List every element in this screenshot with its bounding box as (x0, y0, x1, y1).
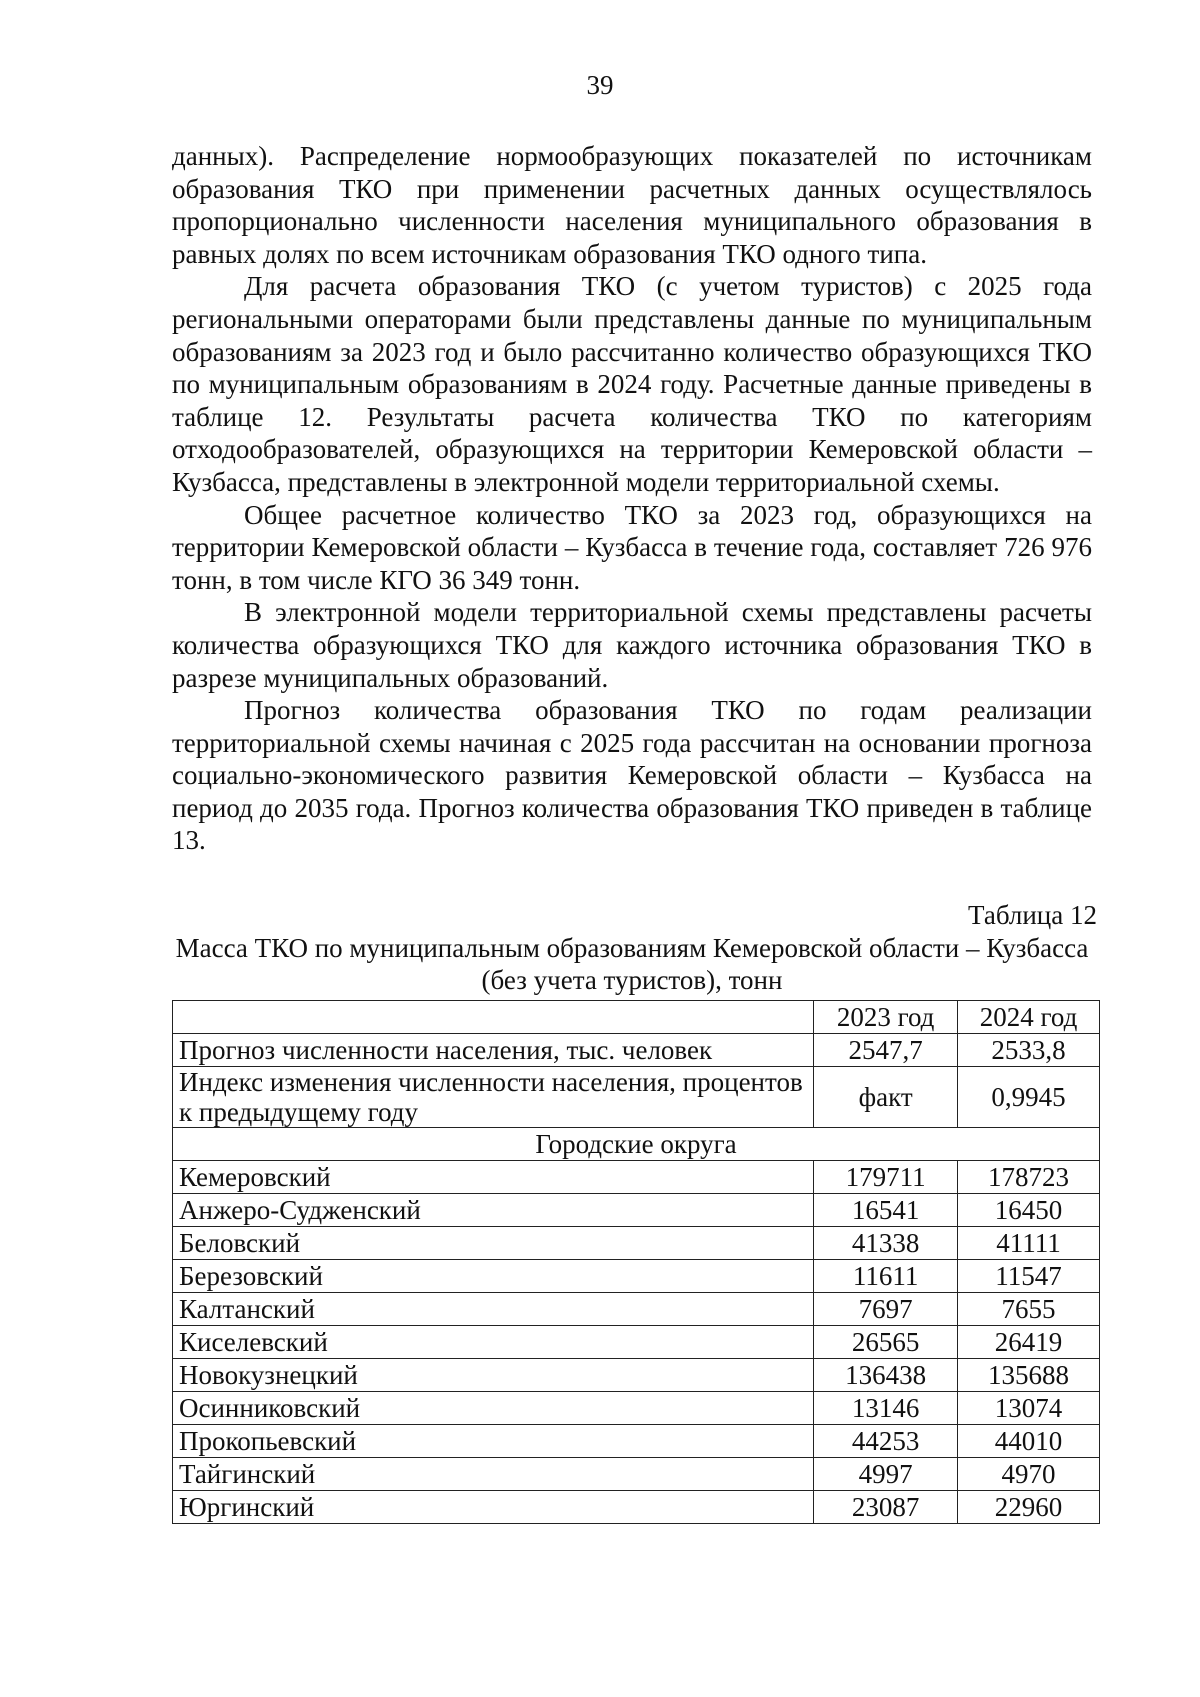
data-table (172, 1000, 1100, 1524)
table-cell: Прогноз численности населения, тыс. человек (173, 1034, 814, 1067)
paragraph: Для расчета образования ТКО (с учетом туристов) с 2025 года региональными операторами были представлены данные по муниципальным образованиям за 2023 год и было рассчитанно количество образующихся ТКО по муниципальным образованиям в 2024 году. Расчетные данные приведены в таблице 12. Результаты расчета количества ТКО по категориям отходообразователей, образующихся на территории Кемеровской области – Кузбасса, представлены в электронной модели территориальной схемы. (172, 271, 1092, 497)
table-cell: 4970 (958, 1458, 1100, 1491)
table-row (173, 1392, 1100, 1425)
table-cell: 13074 (958, 1392, 1100, 1425)
table-row (173, 1260, 1100, 1293)
table-cell: 23087 (814, 1491, 958, 1524)
table-cell: 178723 (958, 1161, 1100, 1194)
table-row (173, 1034, 1100, 1067)
table-row (173, 1359, 1100, 1392)
header-cell (173, 1001, 814, 1034)
table-row (173, 1067, 1100, 1128)
table-cell: 179711 (814, 1161, 958, 1194)
table-cell: 135688 (958, 1359, 1100, 1392)
body-text (172, 140, 1092, 857)
table-cell: Новокузнецкий (173, 1359, 814, 1392)
table-cell: 11547 (958, 1260, 1100, 1293)
table-cell: 2533,8 (958, 1034, 1100, 1067)
table-cell: Березовский (173, 1260, 814, 1293)
table-cell: 41338 (814, 1227, 958, 1260)
table-cell: Прокопьевский (173, 1425, 814, 1458)
table-row (173, 1491, 1100, 1524)
header-cell: 2024 год (958, 1001, 1100, 1034)
table-group-row (173, 1128, 1100, 1161)
table-cell: 13146 (814, 1392, 958, 1425)
paragraph: Общее расчетное количество ТКО за 2023 год, образующихся на территории Кемеровской области – Кузбасса в течение года, составляет 726 976 тонн, в том числе КГО 36 349 тонн. (172, 499, 1092, 595)
table-cell: 16450 (958, 1194, 1100, 1227)
table-cell: 2547,7 (814, 1034, 958, 1067)
table-header-row (173, 1001, 1100, 1034)
page-number: 39 (586, 70, 614, 100)
table-row (173, 1458, 1100, 1491)
header-cell: 2023 год (814, 1001, 958, 1034)
table-cell: 11611 (814, 1260, 958, 1293)
table-cell: 44253 (814, 1425, 958, 1458)
table-cell: Кемеровский (173, 1161, 814, 1194)
table-cell: Калтанский (173, 1293, 814, 1326)
table-title: Масса ТКО по муниципальным образованиям Кемеровской области – Кузбасса (без учета туристов), тонн (175, 933, 1089, 995)
table-cell: Беловский (173, 1227, 814, 1260)
table-label: Таблица 12 (968, 900, 1097, 930)
table-cell: 4997 (814, 1458, 958, 1491)
table-row (173, 1194, 1100, 1227)
group-label: Городские округа (173, 1128, 1100, 1161)
table-cell: 7655 (958, 1293, 1100, 1326)
table-cell: Осинниковский (173, 1392, 814, 1425)
table-cell: Юргинский (173, 1491, 814, 1524)
paragraph: данных). Распределение нормообразующих показателей по источникам образования ТКО при применении расчетных данных осуществлялось пропорционально численности населения муниципального образования в равных долях по всем источникам образования ТКО одного типа. (172, 141, 1092, 269)
paragraph: В электронной модели территориальной схемы представлены расчеты количества образующихся ТКО для каждого источника образования ТКО в разрезе муниципальных образований. (172, 597, 1092, 693)
table-cell: 16541 (814, 1194, 958, 1227)
table-cell: 136438 (814, 1359, 958, 1392)
table-cell: Киселевский (173, 1326, 814, 1359)
table-row (173, 1161, 1100, 1194)
table-row (173, 1326, 1100, 1359)
table-row (173, 1293, 1100, 1326)
table-cell: Тайгинский (173, 1458, 814, 1491)
table-cell: факт (814, 1067, 958, 1128)
table-cell: 7697 (814, 1293, 958, 1326)
table-cell: 0,9945 (958, 1067, 1100, 1128)
table-cell: 26419 (958, 1326, 1100, 1359)
table-cell: 44010 (958, 1425, 1100, 1458)
table-row (173, 1425, 1100, 1458)
table-cell: Индекс изменения численности населения, процентов к предыдущему году (173, 1067, 814, 1128)
table-cell: 41111 (958, 1227, 1100, 1260)
table-cell: Анжеро-Судженский (173, 1194, 814, 1227)
table-cell: 22960 (958, 1491, 1100, 1524)
table-row (173, 1227, 1100, 1260)
paragraph: Прогноз количества образования ТКО по годам реализации территориальной схемы начиная с 2025 года рассчитан на основании прогноза социально-экономического развития Кемеровской области – Кузбасса на период до 2035 года. Прогноз количества образования ТКО приведен в таблице 13. (172, 695, 1092, 856)
table-cell: 26565 (814, 1326, 958, 1359)
